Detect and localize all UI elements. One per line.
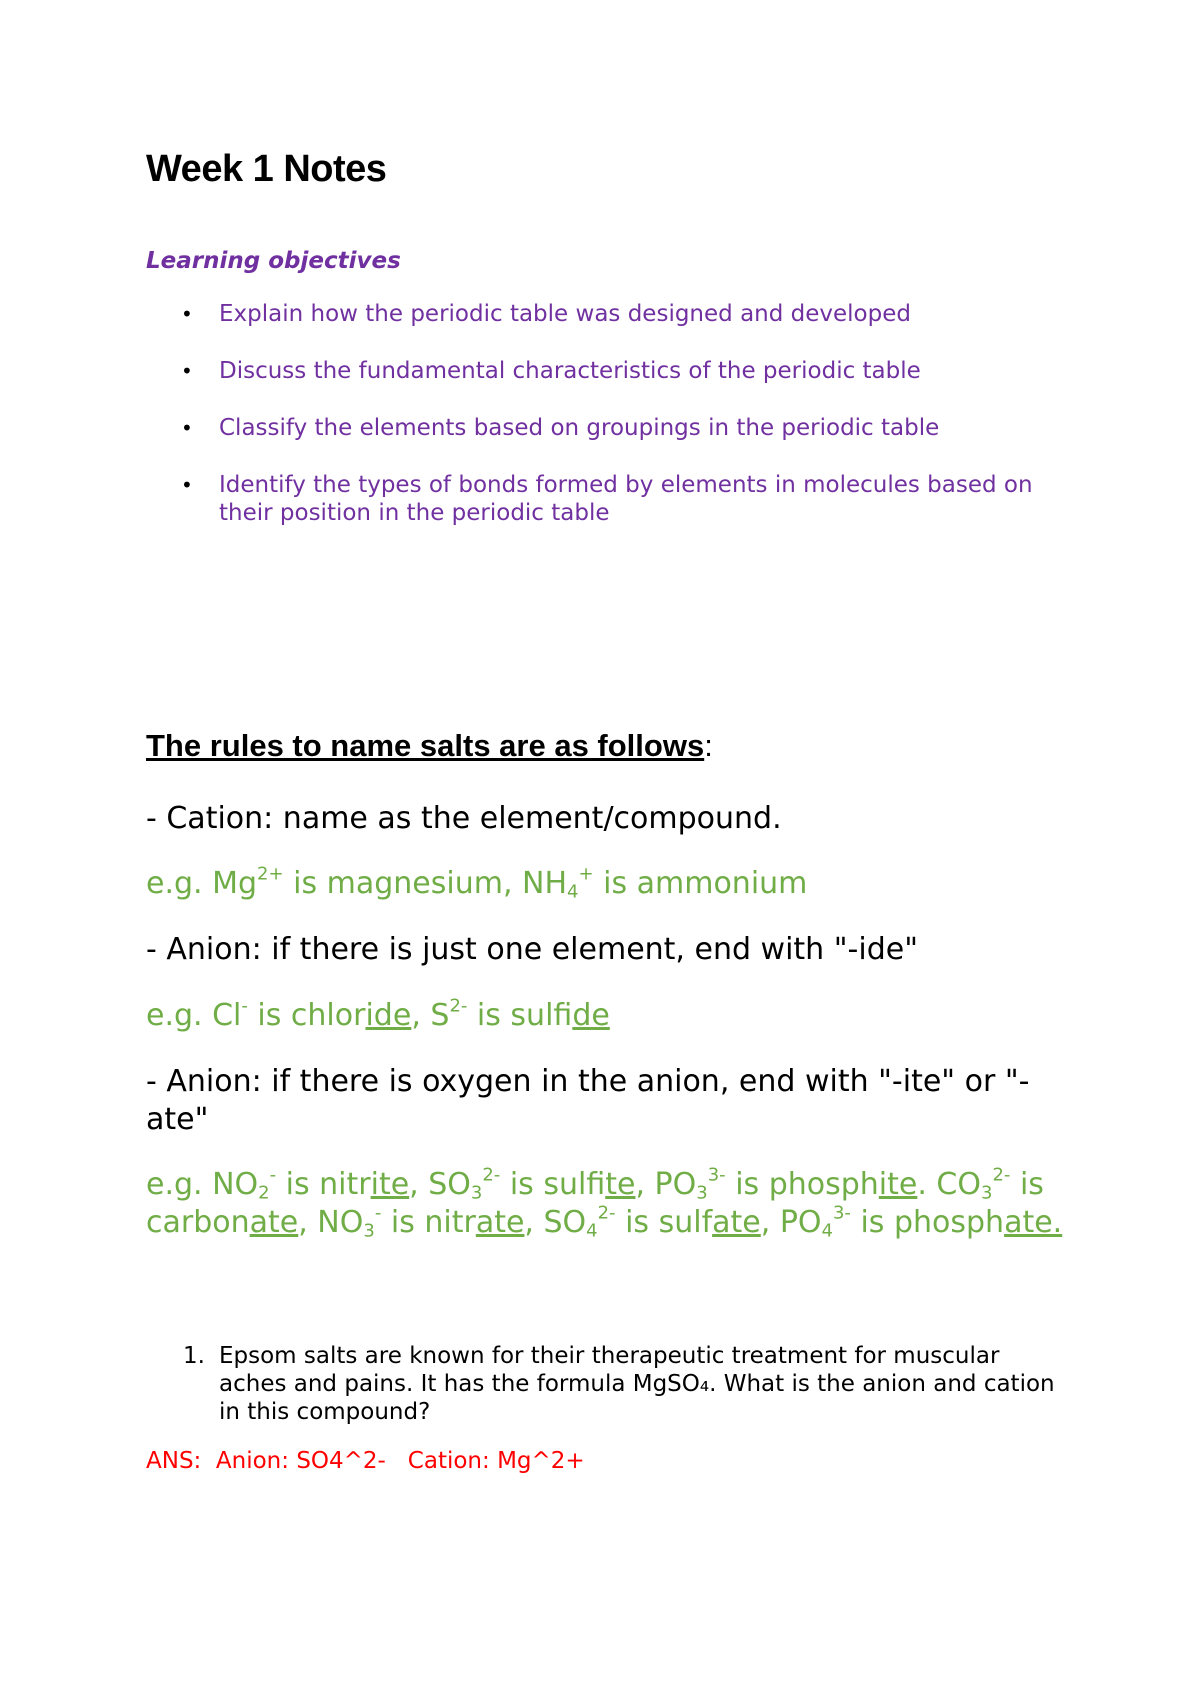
question-number: 1. (183, 1343, 205, 1369)
list-item (146, 1342, 1066, 1426)
cation-rule: - Cation: name as the element/compound. (146, 801, 782, 836)
bullet-icon: • (181, 416, 193, 440)
rules-heading-colon: : (704, 728, 713, 763)
objective-text: Identify the types of bonds formed by elements in molecules based on their position in the periodic table (219, 472, 1033, 526)
anion-ide-example: e.g. Cl- is chloride, $S^{2-}$ is sulfide (146, 995, 610, 1033)
bullet-icon: • (181, 473, 193, 497)
objective-text: Explain how the periodic table was designed and developed (219, 301, 911, 327)
bullet-icon: • (181, 359, 193, 383)
list-item (146, 300, 1066, 328)
page-title: Week 1 Notes (146, 148, 387, 190)
list-item (146, 471, 1066, 527)
objective-text: Discuss the fundamental characteristics of the periodic table (219, 358, 921, 384)
bullet-icon: • (181, 302, 193, 326)
learning-objectives-heading: Learning objectives (146, 248, 401, 274)
rules-heading-text: The rules to name salts are as follows (146, 728, 705, 763)
rules-heading (146, 728, 713, 764)
anion-oxy-example: e.g. $NO_2^-$ is nitrite, $SO_3^{2-}$ is sulfite, $PO_3^{3-}$ is phosphite. $CO_3^{2-}$ is carbonate, $NO_3^-$ is nitrate, $SO_4^{2-}$ is sulfate, $PO_4^{3-}$ is phosphate. (146, 1164, 1063, 1242)
cation-example: e.g. $Mg^{2+}$ is magnesium, $NH_4^+$ is ammonium (146, 863, 808, 903)
anion-oxy-rule: - Anion: if there is oxygen in the anion, end with "-ite" or "-ate" (146, 1064, 1030, 1137)
answer-text: ANS: Anion: SO4^2- Cation: Mg^2+ (146, 1448, 585, 1474)
objective-text: Classify the elements based on groupings in the periodic table (219, 415, 940, 441)
learning-objectives-list (146, 300, 1066, 527)
anion-ide-rule: - Anion: if there is just one element, end with "-ide" (146, 932, 918, 967)
list-item (146, 357, 1066, 385)
question-list (146, 1342, 1066, 1426)
list-item (146, 414, 1066, 442)
question-text: Epsom salts are known for their therapeutic treatment for muscular aches and pains. It has the formula MgSO₄. What is the anion and cation in this compound? (219, 1343, 1055, 1425)
